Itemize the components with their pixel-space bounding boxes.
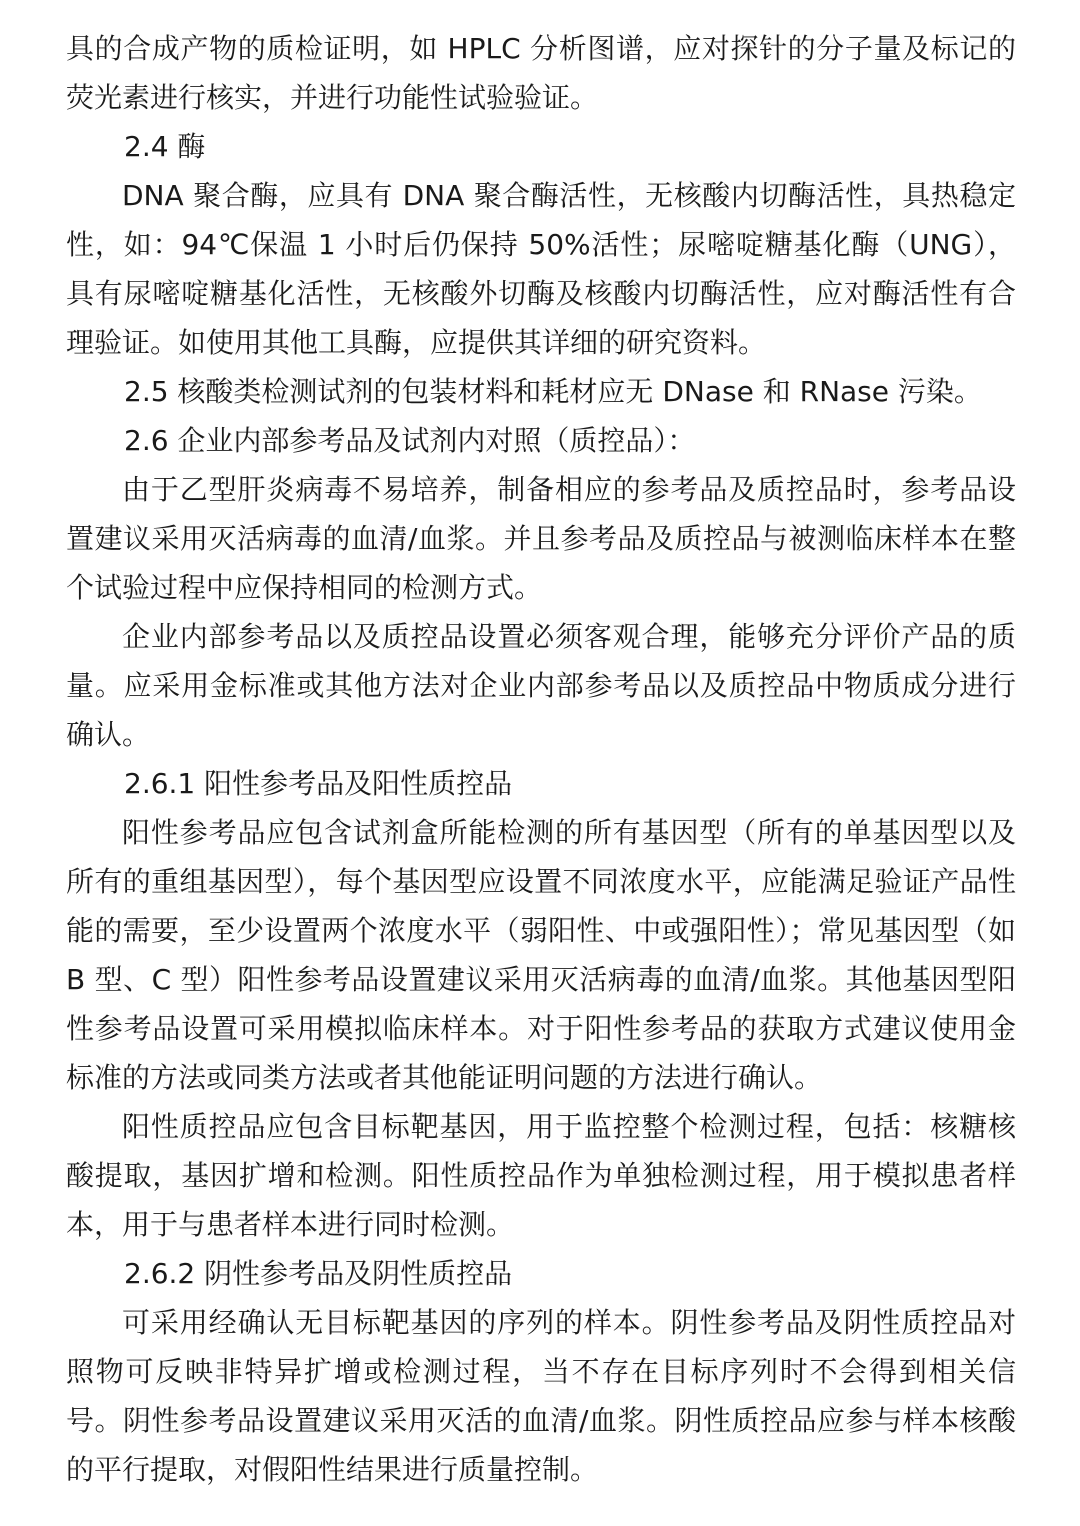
paragraph: 企业内部参考品以及质控品设置必须客观合理，能够充分评价产品的质量。应采用金标准或其他方法对企业内部参考品以及质控品中物质成分进行确认。 <box>66 620 1016 751</box>
section-heading-2-6-2: 2.6.2 阴性参考品及阴性质控品 <box>124 1257 513 1290</box>
paragraph: 阳性质控品应包含目标靶基因，用于监控整个检测过程，包括：核糖核酸提取，基因扩增和检测。阳性质控品作为单独检测过程，用于模拟患者样本，用于与患者样本进行同时检测。 <box>66 1110 1016 1241</box>
section-heading-2-6: 2.6 企业内部参考品及试剂内对照（质控品）： <box>124 424 696 457</box>
paragraph: 具的合成产物的质检证明，如 HPLC 分析图谱，应对探针的分子量及标记的荧光素进行核实，并进行功能性试验验证。 <box>66 32 1016 114</box>
paragraph: DNA 聚合酶，应具有 DNA 聚合酶活性，无核酸内切酶活性，具热稳定性，如：94℃保温 1 小时后仍保持 50%活性；尿嘧啶糖基化酶（UNG），具有尿嘧啶糖基化活性，无核酸外切酶及核酸内切酶活性，应对酶活性有合理验证。如使用其他工具酶，应提供其详细的研究资料。 <box>66 179 1016 359</box>
paragraph: 可采用经确认无目标靶基因的序列的样本。阴性参考品及阴性质控品对照物可反映非特异扩增或检测过程，当不存在目标序列时不会得到相关信号。阴性参考品设置建议采用灭活的血清/血浆。阴性质控品应参与样本核酸的平行提取，对假阳性结果进行质量控制。 <box>66 1306 1016 1486</box>
paragraph: 由于乙型肝炎病毒不易培养，制备相应的参考品及质控品时，参考品设置建议采用灭活病毒的血清/血浆。并且参考品及质控品与被测临床样本在整个试验过程中应保持相同的检测方式。 <box>66 473 1016 604</box>
document-page <box>66 24 1016 1494</box>
paragraph: 阳性参考品应包含试剂盒所能检测的所有基因型（所有的单基因型以及所有的重组基因型），每个基因型应设置不同浓度水平，应能满足验证产品性能的需要，至少设置两个浓度水平（弱阳性、中或强阳性）；常见基因型（如 B 型、C 型）阳性参考品设置建议采用灭活病毒的血清/血浆。其他基因型阳性参考品设置可采用模拟临床样本。对于阳性参考品的获取方式建议使用金标准的方法或同类方法或者其他能证明问题的方法进行确认。 <box>66 816 1016 1094</box>
section-heading-2-6-1: 2.6.1 阳性参考品及阳性质控品 <box>124 767 513 800</box>
section-heading-2-4: 2.4 酶 <box>124 130 206 163</box>
section-heading-2-5: 2.5 核酸类检测试剂的包装材料和耗材应无 DNase 和 RNase 污染。 <box>124 375 982 408</box>
